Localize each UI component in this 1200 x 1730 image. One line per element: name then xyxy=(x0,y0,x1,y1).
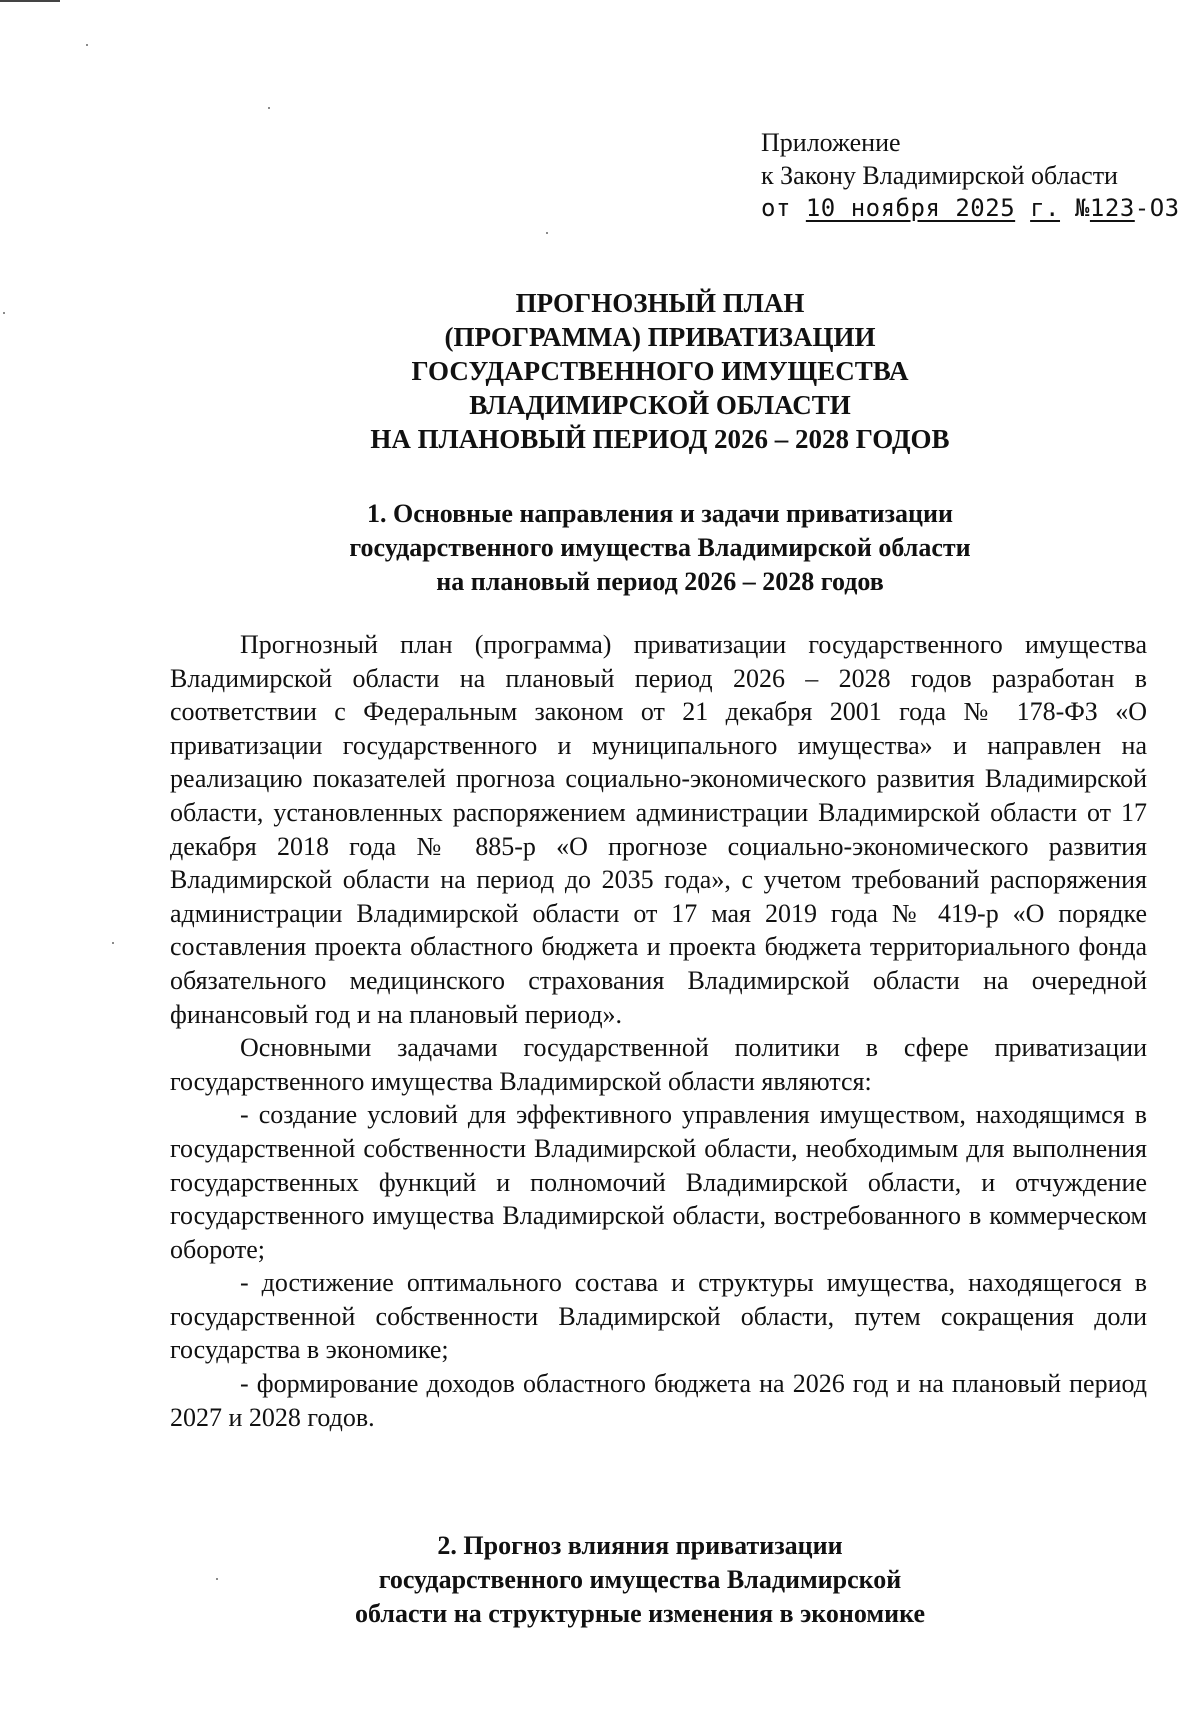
section-1-heading xyxy=(280,497,1040,599)
section-2-heading-line: государственного имущества Владимирской xyxy=(378,1565,902,1594)
section-1-heading-line: 1. Основные направления и задачи приватизации xyxy=(366,499,953,528)
scan-speck xyxy=(268,107,270,109)
paragraph-tasks-lead: Основными задачами государственной политики в сфере приватизации государственного имущества Владимирской области являются: xyxy=(170,1033,1147,1096)
annex-line-2: к Закону Владимирской области xyxy=(761,161,1118,190)
annex-prefix: от xyxy=(761,194,791,222)
document-title-line: ПРОГНОЗНЫЙ ПЛАН xyxy=(515,288,805,318)
section-1-heading-line: на плановый период 2026 – 2028 годов xyxy=(436,567,884,596)
list-item-task-2: - достижение оптимального состава и структуры имущества, находящегося в государственной собственности Владимирской области, путем сокращения доли государства в экономике; xyxy=(170,1268,1147,1365)
scan-speck xyxy=(112,942,114,944)
annex-year-suffix: г. xyxy=(1030,194,1061,222)
section-1-heading-line: государственного имущества Владимирской области xyxy=(349,533,971,562)
section-2-heading-line: области на структурные изменения в экономике xyxy=(355,1599,925,1628)
document-title-line: НА ПЛАНОВЫЙ ПЕРИОД 2026 – 2028 ГОДОВ xyxy=(370,424,950,454)
annex-date-number-line xyxy=(761,192,1180,225)
list-item-task-3: - формирование доходов областного бюджета на 2026 год и на плановый период 2027 и 2028 годов. xyxy=(170,1369,1147,1432)
document-title-line: ГОСУДАРСТВЕННОГО ИМУЩЕСТВА xyxy=(411,356,909,386)
section-2-heading-line: 2. Прогноз влияния приватизации xyxy=(437,1531,843,1560)
section-1-body xyxy=(170,628,1147,1434)
document-title-line: (ПРОГРАММА) ПРИВАТИЗАЦИИ xyxy=(444,322,876,352)
section-2-heading xyxy=(260,1529,1020,1631)
scan-speck xyxy=(546,232,548,234)
annex-number: 123 xyxy=(1089,194,1135,222)
scan-speck xyxy=(216,1578,218,1580)
scan-speck xyxy=(86,44,88,46)
annex-line-1: Приложение xyxy=(761,128,901,157)
annex-number-suffix: -ОЗ xyxy=(1134,194,1180,222)
document-title xyxy=(300,286,1020,456)
document-title-line: ВЛАДИМИРСКОЙ ОБЛАСТИ xyxy=(469,390,851,420)
scan-speck xyxy=(3,312,5,314)
paragraph-intro: Прогнозный план (программа) приватизации государственного имущества Владимирской области на плановый период 2026 – 2028 годов разработан в соответствии с Федеральным законом от 21 декабря 2001 года № 178-ФЗ «О приватизации государственного и муниципального имущества» и направлен на реализацию показателей прогноза социально-экономического развития Владимирской области, установленных распоряжением администрации Владимирской области от 17 декабря 2018 года № 885-р «О прогнозе социально-экономического развития Владимирской области на период до 2035 года», с учетом требований распоряжения администрации Владимирской области от 17 мая 2019 года № 419-р «О порядке составления проекта областного бюджета и проекта бюджета территориального фонда обязательного медицинского страхования Владимирской области на очередной финансовый год и на плановый период». xyxy=(170,630,1147,1029)
annex-date: 10 ноября 2025 xyxy=(805,194,1016,222)
scan-artifact-line xyxy=(0,0,60,2)
annex-block xyxy=(761,126,1180,225)
annex-number-sign: № xyxy=(1074,194,1090,222)
list-item-task-1: - создание условий для эффективного управления имуществом, находящимся в государственной собственности Владимирской области, необходимым для выполнения государственных функций и полномочий Владимирской области, и отчуждение государственного имущества Владимирской области, востребованного в коммерческом обороте; xyxy=(170,1100,1147,1264)
